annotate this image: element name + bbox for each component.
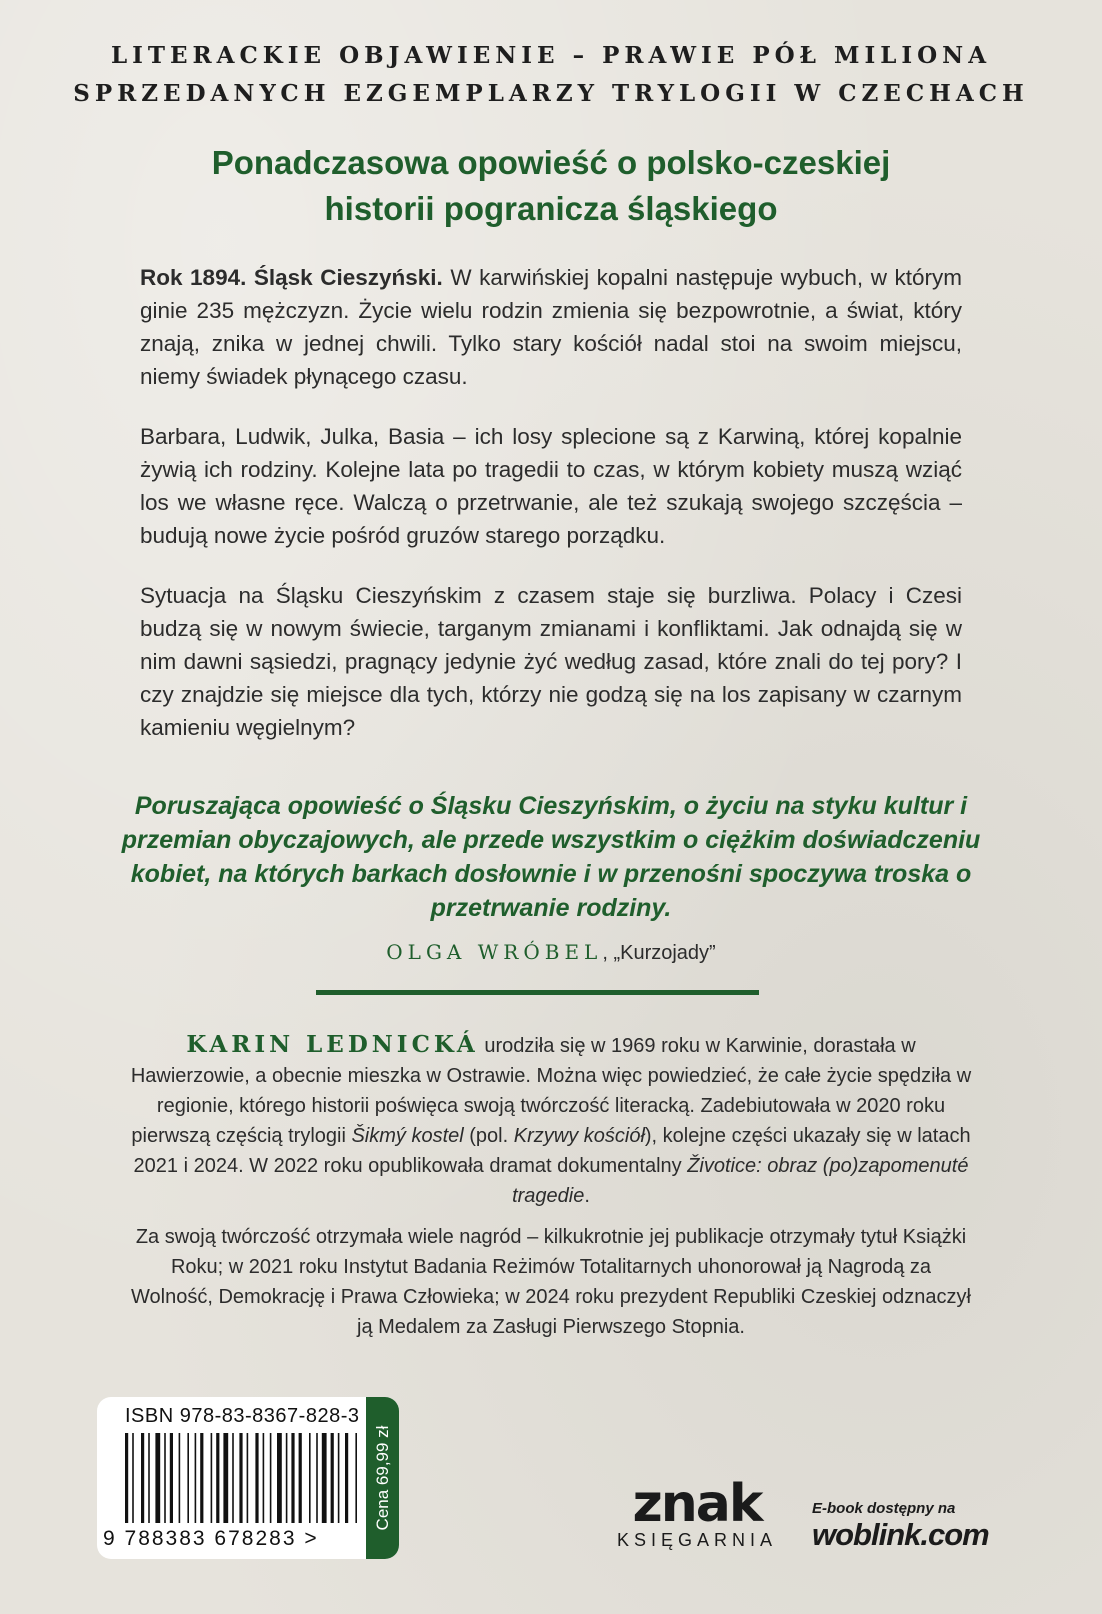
description-paragraph-2: Barbara, Ludwik, Julka, Basia – ich losy splecione są z Karwiną, której kopalnie żywią ich rodziny. Kolejne lata po tragedii to czas, w którym kobiety muszą wziąć los we własne ręce. Walczą o przetrwanie, ale też szukają swojego szczęścia – budują nowe życie pośród gruzów starego porządku. — [140, 424, 962, 548]
publisher-logo — [612, 1474, 782, 1551]
ebook-brand: woblink.com — [812, 1517, 989, 1552]
description-text: W karwińskiej kopalni następuje wybuch, w którym ginie 235 mężczyzn. Życie wielu rodzin zmienia się bezpowrotnie, a świat, który znają, znika w jednej chwili. Tylko stary kościół nadal stoi na swoim miejscu, niemy świadek płynącego czasu. — [140, 265, 962, 389]
headline-line-1: Ponadczasowa opowieść o polsko-czeskiej — [211, 144, 891, 181]
bio-text: (pol. — [463, 1125, 514, 1147]
bio-book-title-pl: Krzywy kościół — [513, 1125, 645, 1147]
barcode-bars — [125, 1433, 361, 1523]
bio-book-title: Šikmý kostel — [351, 1125, 464, 1147]
barcode-number: 9 788383 678283 > — [103, 1527, 319, 1550]
bio-text: . — [584, 1185, 590, 1207]
author-bio-paragraph-2: Za swoją twórczość otrzymała wiele nagród – kilkukrotnie jej publikacje otrzymały tytuł Książki Roku; w 2021 roku Instytut Badania Reżimów Totalitarnych uhonorował ją Nagrodą za Wolność, Demokrację i Prawa Człowieka; w 2024 roku prezydent Republiki Czeskiej odznaczył ją Medalem za Zasługi Pierwszego Stopnia. — [131, 1226, 971, 1338]
tagline-line-2: SPRZEDANYCH EZGEMPLARZY TRYLOGII W CZECHACH — [73, 80, 1029, 107]
ebook-label: E-book dostępny na — [812, 1500, 956, 1517]
review-quote: Poruszająca opowieść o Śląsku Cieszyńskim, o życiu na styku kultur i przemian obyczajowych, ale przede wszystkim o ciężkim doświadczeniu kobiet, na których barkach dosłownie i w przenośni spoczywa troska o przetrwanie rodziny. — [121, 792, 981, 922]
description-paragraph-1 — [140, 261, 962, 393]
author-bio-paragraph-1 — [128, 1030, 974, 1211]
headline-line-2: historii pogranicza śląskiego — [324, 190, 778, 227]
divider-rule — [316, 990, 759, 995]
quote-author: OLGA WRÓBEL — [386, 940, 603, 964]
ebook-badge — [812, 1500, 1012, 1553]
bio-drama-title: Životice: obraz (po)zapomenuté tragedie — [512, 1155, 969, 1207]
publisher-name: znak — [632, 1474, 762, 1534]
barcode-panel — [97, 1397, 399, 1559]
tagline-line-1: LITERACKIE OBJAWIENIE – PRAWIE PÓŁ MILIONA — [110, 42, 992, 69]
author-name: KARIN LEDNICKÁ — [186, 1031, 479, 1058]
price-label: Cena 69,99 zł — [372, 1425, 392, 1531]
bio-text: ), kolejne części ukazały się w latach 2021 i 2024. W 2022 roku opublikowała dramat dokumentalny — [133, 1125, 971, 1177]
description-lead: Rok 1894. Śląsk Cieszyński. — [140, 265, 443, 290]
description-paragraph-3: Sytuacja na Śląsku Cieszyńskim z czasem staje się burzliwa. Polacy i Czesi budzą się w nowym świecie, targanym zmianami i konfliktami. Jak odnajdą się w nim dawni sąsiedzi, pragnący jedynie żyć według zasad, które znali do tej pory? I czy znajdzie się miejsce dla tych, którzy nie godzą się na los zapisany w czarnym kamieniu węgielnym? — [140, 583, 962, 740]
publisher-sub: KSIĘGARNIA — [616, 1530, 778, 1550]
bio-text: urodziła się w 1969 roku w Karwinie, dorastała w Hawierzowie, a obecnie mieszka w Ostrawie. Można więc powiedzieć, że całe życie spędziła w regionie, którego historii poświęca swoją twórczość literacką. Zadebiutowała w 2020 roku pierwszą częścią trylogii — [130, 1035, 972, 1147]
price-strip — [366, 1397, 399, 1559]
quote-source: , „Kurzojady” — [602, 942, 716, 964]
quote-attribution — [0, 940, 1102, 965]
isbn-text: ISBN 978-83-8367-828-3 — [125, 1405, 360, 1427]
